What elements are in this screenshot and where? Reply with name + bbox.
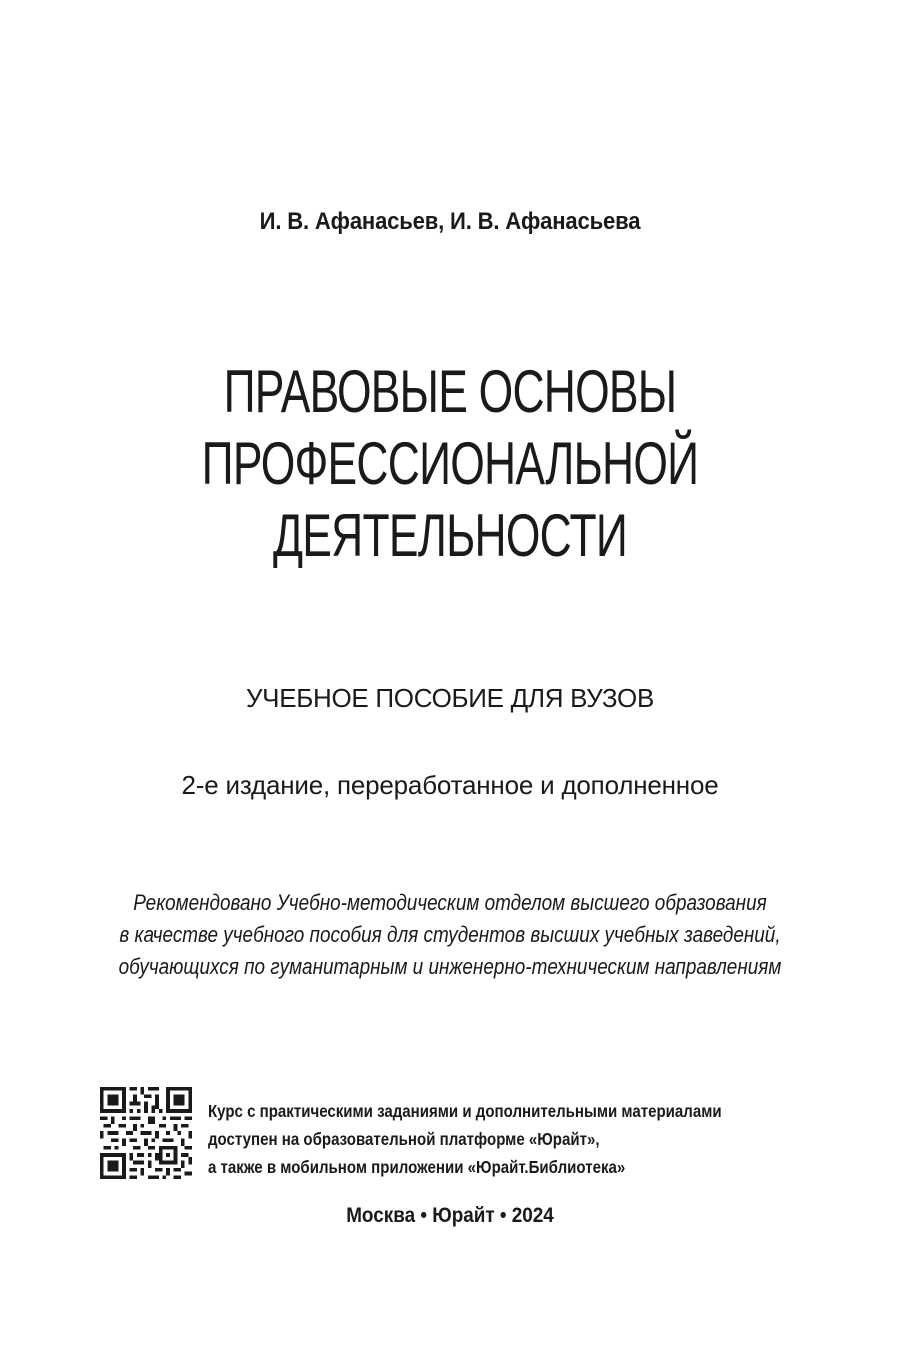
book-subtitle: УЧЕБНОЕ ПОСОБИЕ ДЛЯ ВУЗОВ xyxy=(245,683,655,713)
course-note-line: доступен на образовательной платформе «Юрайт», xyxy=(208,1129,600,1149)
edition-note: 2-е издание, переработанное и дополненное xyxy=(181,770,719,800)
course-note-line: Курс с практическими заданиями и дополнительными материалами xyxy=(208,1101,722,1121)
book-title xyxy=(117,356,783,572)
recommendation-line: обучающихся по гуманитарным и инженерно-техническим направлениям xyxy=(118,954,782,979)
book-title-line: ПРОФЕССИОНАЛЬНОЙ xyxy=(201,430,699,497)
course-availability-note xyxy=(208,1097,722,1181)
book-authors: И. В. Афанасьев, И. В. Афанасьева xyxy=(259,208,641,235)
book-title-line: ДЕЯТЕЛЬНОСТИ xyxy=(272,502,628,569)
recommendation-line: Рекомендовано Учебно-методическим отделом высшего образования xyxy=(133,890,767,915)
qr-code-icon xyxy=(100,1087,192,1179)
publisher-imprint: Москва • Юрайт • 2024 xyxy=(346,1204,554,1227)
recommendation-text xyxy=(63,887,837,983)
recommendation-line: в качестве учебного пособия для студентов высших учебных заведений, xyxy=(119,922,781,947)
course-note-line: а также в мобильном приложении «Юрайт.Библиотека» xyxy=(208,1157,626,1177)
book-title-line: ПРАВОВЫЕ ОСНОВЫ xyxy=(223,358,677,425)
